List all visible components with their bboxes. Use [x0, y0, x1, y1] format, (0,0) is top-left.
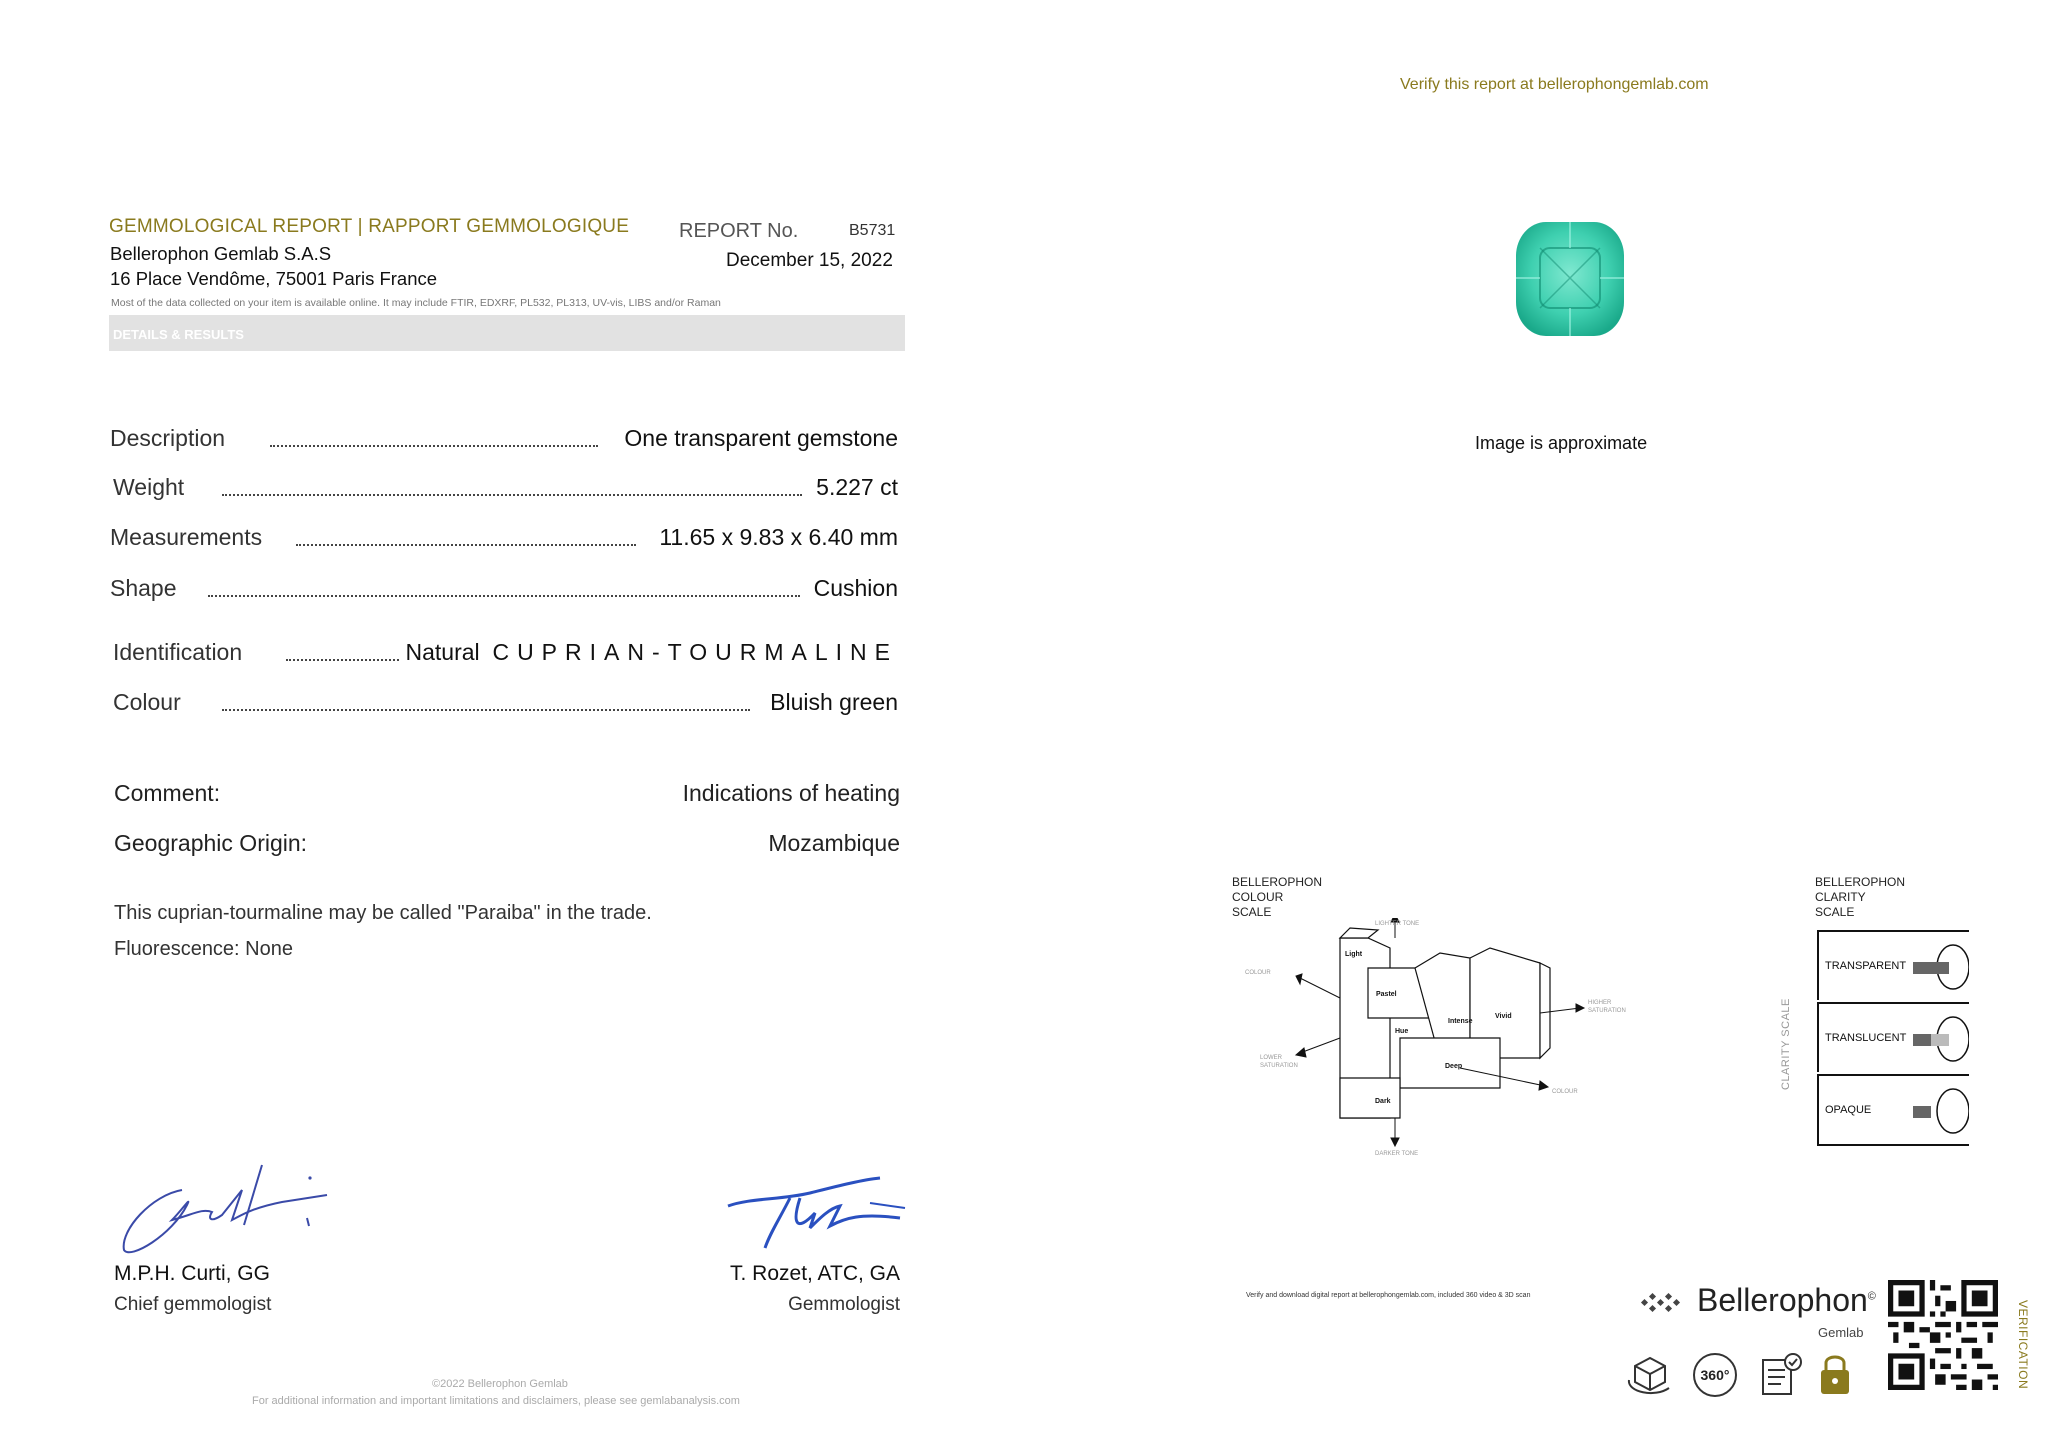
clarity-scale-title [1815, 875, 1905, 920]
signature-curti [112, 1160, 332, 1260]
leader-dots [208, 595, 800, 597]
report-title: GEMMOLOGICAL REPORT | RAPPORT GEMMOLOGIQUE [109, 216, 630, 237]
signatory-role-2: Gemmologist [788, 1294, 900, 1315]
axis-lower-saturation-1: LOWER [1260, 1055, 1283, 1061]
axis-colour-left: COLOUR [1245, 970, 1271, 976]
report-date: December 15, 2022 [726, 250, 893, 271]
detail-label: Weight [113, 474, 185, 500]
brand-logo-icon [1640, 1288, 1686, 1318]
colour-block-pastel: Pastel [1376, 991, 1397, 998]
detail-label: Description [110, 425, 226, 451]
brand-mark: © [1867, 1290, 1876, 1303]
svg-text:360°: 360° [1700, 1367, 1730, 1383]
detail-value: 5.227 ct [810, 474, 898, 501]
verify-link-text[interactable]: Verify this report at bellerophongemlab.com [1400, 76, 1709, 93]
detail-label: Shape [110, 575, 177, 601]
section-bar [109, 315, 905, 351]
identification-species: CUPRIAN-TOURMALINE [492, 639, 898, 665]
report-number-label: REPORT No. [679, 220, 799, 242]
verification-label: VERIFICATION [2016, 1300, 2030, 1390]
disclaimer: For additional information and important limitations and disclaimers, please see gemlabanalysis.com [252, 1395, 740, 1407]
copyright: ©2022 Bellerophon Gemlab [432, 1378, 568, 1390]
detail-row-colour [110, 686, 898, 718]
axis-colour-right: COLOUR [1552, 1089, 1578, 1095]
clarity-scale-title-line: SCALE [1815, 905, 1855, 919]
axis-lighter-tone: LIGHTER TONE [1375, 921, 1420, 927]
detail-label: Identification [113, 639, 243, 665]
360-video-icon[interactable] [1690, 1350, 1740, 1400]
clarity-scale-title-line: CLARITY [1815, 890, 1866, 904]
image-caption: Image is approximate [1475, 433, 1648, 453]
qr-code[interactable] [1888, 1280, 1998, 1390]
colour-block-dark: Dark [1375, 1098, 1391, 1105]
detail-row-identification [110, 636, 898, 668]
clarity-level-label: TRANSPARENT [1825, 960, 1907, 972]
brand-name [1697, 1282, 1876, 1319]
colour-block-light: Light [1345, 951, 1363, 958]
clarity-gem-icon [1905, 1086, 1969, 1136]
fluorescence-note: Fluorescence: None [114, 938, 293, 960]
colour-block-deep: Deep [1445, 1063, 1463, 1070]
clarity-level-label: OPAQUE [1825, 1104, 1872, 1116]
leader-dots [296, 544, 636, 546]
company-address: 16 Place Vendôme, 75001 Paris France [110, 268, 438, 289]
colour-scale-title-line: BELLEROPHON [1232, 875, 1323, 889]
identification-prefix: Natural [405, 639, 480, 665]
clarity-scale-title-line: BELLEROPHON [1815, 875, 1906, 889]
detail-value: 11.65 x 9.83 x 6.40 mm [653, 524, 898, 551]
report-document-icon[interactable] [1755, 1350, 1805, 1400]
colour-scale-diagram [1240, 918, 1660, 1158]
leader-dots [270, 445, 598, 447]
clarity-level-translucent [1817, 1002, 1969, 1072]
detail-value: Bluish green [764, 689, 898, 716]
leader-dots [222, 494, 802, 496]
comment-label: Comment: [114, 780, 221, 806]
colour-block-vivid: Vivid [1495, 1013, 1512, 1020]
colour-block-intense: Intense [1448, 1018, 1473, 1025]
leader-dots [222, 709, 750, 711]
gemstone-image [1510, 218, 1630, 338]
colour-scale-title-line: COLOUR [1232, 890, 1284, 904]
brand-sub: Gemlab [1818, 1325, 1864, 1340]
axis-darker-tone: DARKER TONE [1375, 1151, 1419, 1157]
clarity-level-opaque [1817, 1074, 1969, 1146]
company-name: Bellerophon Gemlab S.A.S [110, 243, 332, 264]
clarity-level-label: TRANSLUCENT [1825, 1032, 1907, 1044]
section-bar-label: DETAILS & RESULTS [113, 327, 244, 342]
origin-value: Mozambique [768, 830, 900, 856]
signature-rozet [720, 1168, 910, 1258]
detail-row-shape [110, 572, 898, 604]
detail-value: Cushion [808, 575, 898, 602]
axis-higher-saturation-2: SATURATION [1588, 1008, 1626, 1014]
colour-scale-title-line: SCALE [1232, 905, 1272, 919]
comment-value: Indications of heating [682, 780, 900, 806]
axis-higher-saturation-1: HIGHER [1588, 1000, 1612, 1006]
detail-label: Measurements [110, 524, 263, 550]
signatory-role-1: Chief gemmologist [114, 1294, 272, 1315]
detail-row-description [110, 422, 898, 454]
clarity-gem-icon [1905, 1014, 1969, 1064]
brand-name-text: Bellerophon [1697, 1282, 1868, 1318]
3d-scan-icon[interactable] [1625, 1350, 1675, 1400]
lock-icon [1815, 1350, 1855, 1400]
clarity-gem-icon [1905, 942, 1969, 992]
trade-name-note: This cuprian-tourmaline may be called "Paraiba" in the trade. [114, 902, 652, 924]
leader-dots [286, 659, 414, 661]
signatory-name-1: M.P.H. Curti, GG [114, 1262, 270, 1285]
origin-label: Geographic Origin: [114, 830, 308, 856]
data-availability-note: Most of the data collected on your item is available online. It may include FTIR, EDXRF, PL532, PL313, UV-vis, LIBS and/or Raman [111, 297, 721, 309]
clarity-side-label: CLARITY SCALE [1780, 998, 1792, 1090]
detail-row-measurements [110, 521, 898, 553]
report-number: B5731 [849, 222, 896, 239]
signatory-name-2: T. Rozet, ATC, GA [730, 1262, 900, 1285]
download-note: Verify and download digital report at bellerophongemlab.com, included 360 video & 3D scan [1246, 1292, 1531, 1299]
axis-lower-saturation-2: SATURATION [1260, 1063, 1298, 1069]
detail-value: One transparent gemstone [618, 425, 898, 452]
detail-label: Colour [113, 689, 181, 715]
detail-value [400, 639, 898, 666]
clarity-level-transparent [1817, 930, 1969, 1000]
detail-row-weight [110, 471, 898, 503]
colour-scale-title [1232, 875, 1322, 920]
colour-block-hue: Hue [1395, 1028, 1409, 1035]
